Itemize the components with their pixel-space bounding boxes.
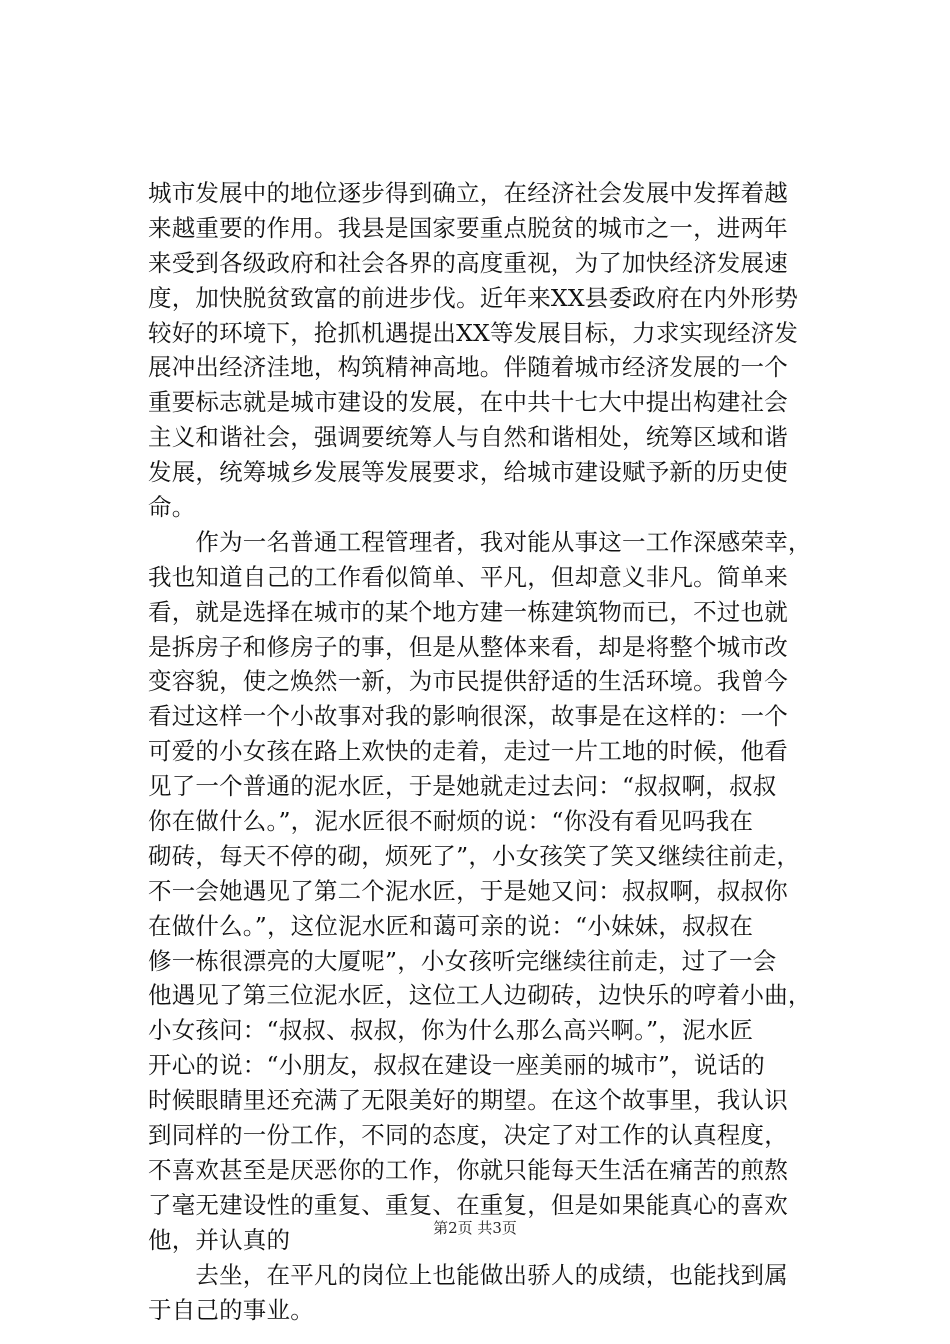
text-line: 他遇见了第三位泥水匠，这位工人边砌砖，边快乐的哼着小曲， bbox=[148, 981, 812, 1010]
text-line: 命。 bbox=[148, 493, 196, 522]
text-line: 较好的环境下，抢抓机遇提出XX等发展目标，力求实现经济发 bbox=[148, 318, 799, 347]
text-line: 看，就是选择在城市的某个地方建一栋建筑物而已，不过也就 bbox=[148, 597, 788, 626]
text-line: 度，加快脱贫致富的前进步伐。近年来XX县委政府在内外形势 bbox=[148, 283, 799, 312]
text-line: 不喜欢甚至是厌恶你的工作，你就只能每天生活在痛苦的煎熬 bbox=[148, 1155, 788, 1184]
text-line: 在做什么。”，这位泥水匠和蔼可亲的说：“小妹妹，叔叔在 bbox=[148, 911, 754, 940]
text-line: 发展，统筹城乡发展等发展要求，给城市建设赋予新的历史使 bbox=[148, 458, 788, 487]
text-line: 主义和谐社会，强调要统筹人与自然和谐相处，统筹区域和谐 bbox=[148, 423, 788, 452]
text-line: 你在做什么。”，泥水匠很不耐烦的说：“你没有看见吗我在 bbox=[148, 807, 754, 836]
text-line: 我也知道自己的工作看似简单、平凡，但却意义非凡。简单来 bbox=[148, 562, 788, 591]
text-line: 变容貌，使之焕然一新，为市民提供舒适的生活环境。我曾今 bbox=[148, 667, 788, 696]
text-line: 来受到各级政府和社会各界的高度重视，为了加快经济发展速 bbox=[148, 248, 788, 277]
text-line: 于自己的事业。 bbox=[148, 1295, 314, 1324]
text-line: 了毫无建设性的重复、重复、在重复，但是如果能真心的喜欢 bbox=[148, 1190, 788, 1219]
page-number-footer: 第2页 共3页 bbox=[433, 1219, 517, 1237]
text-line: 修一栋很漂亮的大厦呢”，小女孩听完继续往前走，过了一会 bbox=[148, 946, 777, 975]
text-line: 来越重要的作用。我县是国家要重点脱贫的城市之一，进两年 bbox=[148, 213, 788, 242]
text-line: 作为一名普通工程管理者，我对能从事这一工作深感荣幸， bbox=[148, 527, 812, 556]
text-line: 小女孩问：“叔叔、叔叔，你为什么那么高兴啊。”，泥水匠 bbox=[148, 1016, 754, 1045]
text-line: 重要标志就是城市建设的发展，在中共十七大中提出构建社会 bbox=[148, 388, 788, 417]
text-line: 城市发展中的地位逐步得到确立，在经济社会发展中发挥着越 bbox=[148, 179, 788, 207]
body-text bbox=[148, 176, 813, 1327]
text-line: 看过这样一个小故事对我的影响很深，故事是在这样的：一个 bbox=[148, 702, 788, 731]
text-line: 砌砖，每天不停的砌，烦死了”，小女孩笑了笑又继续往前走， bbox=[148, 841, 801, 870]
text-line: 开心的说：“小朋友，叔叔在建设一座美丽的城市”，说话的 bbox=[148, 1051, 765, 1080]
text-line: 可爱的小女孩在路上欢快的走着，走过一片工地的时候，他看 bbox=[148, 737, 788, 766]
text-line: 见了一个普通的泥水匠，于是她就走过去问：“叔叔啊，叔叔 bbox=[148, 772, 777, 801]
text-line: 是拆房子和修房子的事，但是从整体来看，却是将整个城市改 bbox=[148, 632, 788, 661]
text-line: 不一会她遇见了第二个泥水匠，于是她又问：叔叔啊，叔叔你 bbox=[148, 876, 788, 905]
text-line: 去坐，在平凡的岗位上也能做出骄人的成绩，也能找到属 bbox=[148, 1260, 788, 1289]
text-line: 到同样的一份工作，不同的态度，决定了对工作的认真程度， bbox=[148, 1121, 788, 1150]
text-line: 展冲出经济洼地，构筑精神高地。伴随着城市经济发展的一个 bbox=[148, 353, 788, 382]
text-line: 时候眼睛里还充满了无限美好的期望。在这个故事里，我认识 bbox=[148, 1086, 788, 1115]
text-line: 他，并认真的 bbox=[148, 1225, 291, 1254]
